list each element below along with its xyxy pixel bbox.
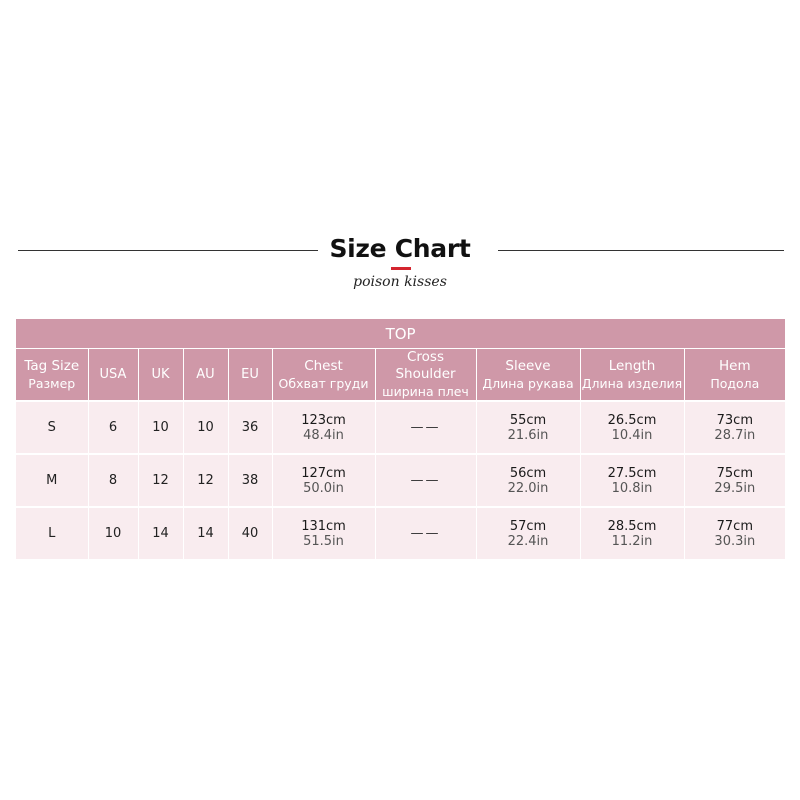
cell-uk: 10 [138,401,183,454]
size-chart-header [0,228,800,298]
col-header-sleeve: Sleeve Длина рукава [476,349,580,402]
section-label: TOP [16,319,785,349]
cell-sleeve: 55cm 21.6in [476,401,580,454]
title-rule-left [18,250,318,251]
col-header-chest: Chest Обхват груди [272,349,375,402]
cell-chest: 127cm 50.0in [272,454,375,507]
col-header-eu: EU [228,349,272,402]
col-header-uk: UK [138,349,183,402]
page-title: Size Chart [329,234,471,263]
cell-au: 10 [183,401,228,454]
col-header-usa: USA [88,349,138,402]
cell-usa: 8 [88,454,138,507]
cell-eu: 38 [228,454,272,507]
cell-au: 14 [183,507,228,559]
cell-sleeve: 57cm 22.4in [476,507,580,559]
cell-au: 12 [183,454,228,507]
table-row [16,454,785,507]
col-header-au: AU [183,349,228,402]
cell-eu: 36 [228,401,272,454]
title-accent-bar [391,267,411,270]
cell-length: 27.5cm 10.8in [580,454,684,507]
cell-cross-shoulder: —— [375,507,476,559]
cell-uk: 14 [138,507,183,559]
cell-length: 26.5cm 10.4in [580,401,684,454]
column-header-row [16,349,785,402]
cell-hem: 73cm 28.7in [684,401,785,454]
brand-subtitle: poison kisses [353,274,447,290]
col-header-hem: Hem Подола [684,349,785,402]
cell-cross-shoulder: —— [375,401,476,454]
table-row [16,507,785,559]
cell-usa: 10 [88,507,138,559]
cell-uk: 12 [138,454,183,507]
cell-cross-shoulder: —— [375,454,476,507]
cell-usa: 6 [88,401,138,454]
cell-hem: 75cm 29.5in [684,454,785,507]
size-table [16,319,785,559]
cell-eu: 40 [228,507,272,559]
cell-tag-size: M [16,454,88,507]
cell-sleeve: 56cm 22.0in [476,454,580,507]
col-header-length: Length Длина изделия [580,349,684,402]
cell-tag-size: L [16,507,88,559]
cell-length: 28.5cm 11.2in [580,507,684,559]
col-header-tag-size: Tag Size Размер [16,349,88,402]
cell-chest: 131cm 51.5in [272,507,375,559]
table-row [16,401,785,454]
cell-chest: 123cm 48.4in [272,401,375,454]
col-header-cross-shoulder: Cross Shoulder ширина плеч [375,349,476,402]
cell-tag-size: S [16,401,88,454]
cell-hem: 77cm 30.3in [684,507,785,559]
title-rule-right [498,250,784,251]
